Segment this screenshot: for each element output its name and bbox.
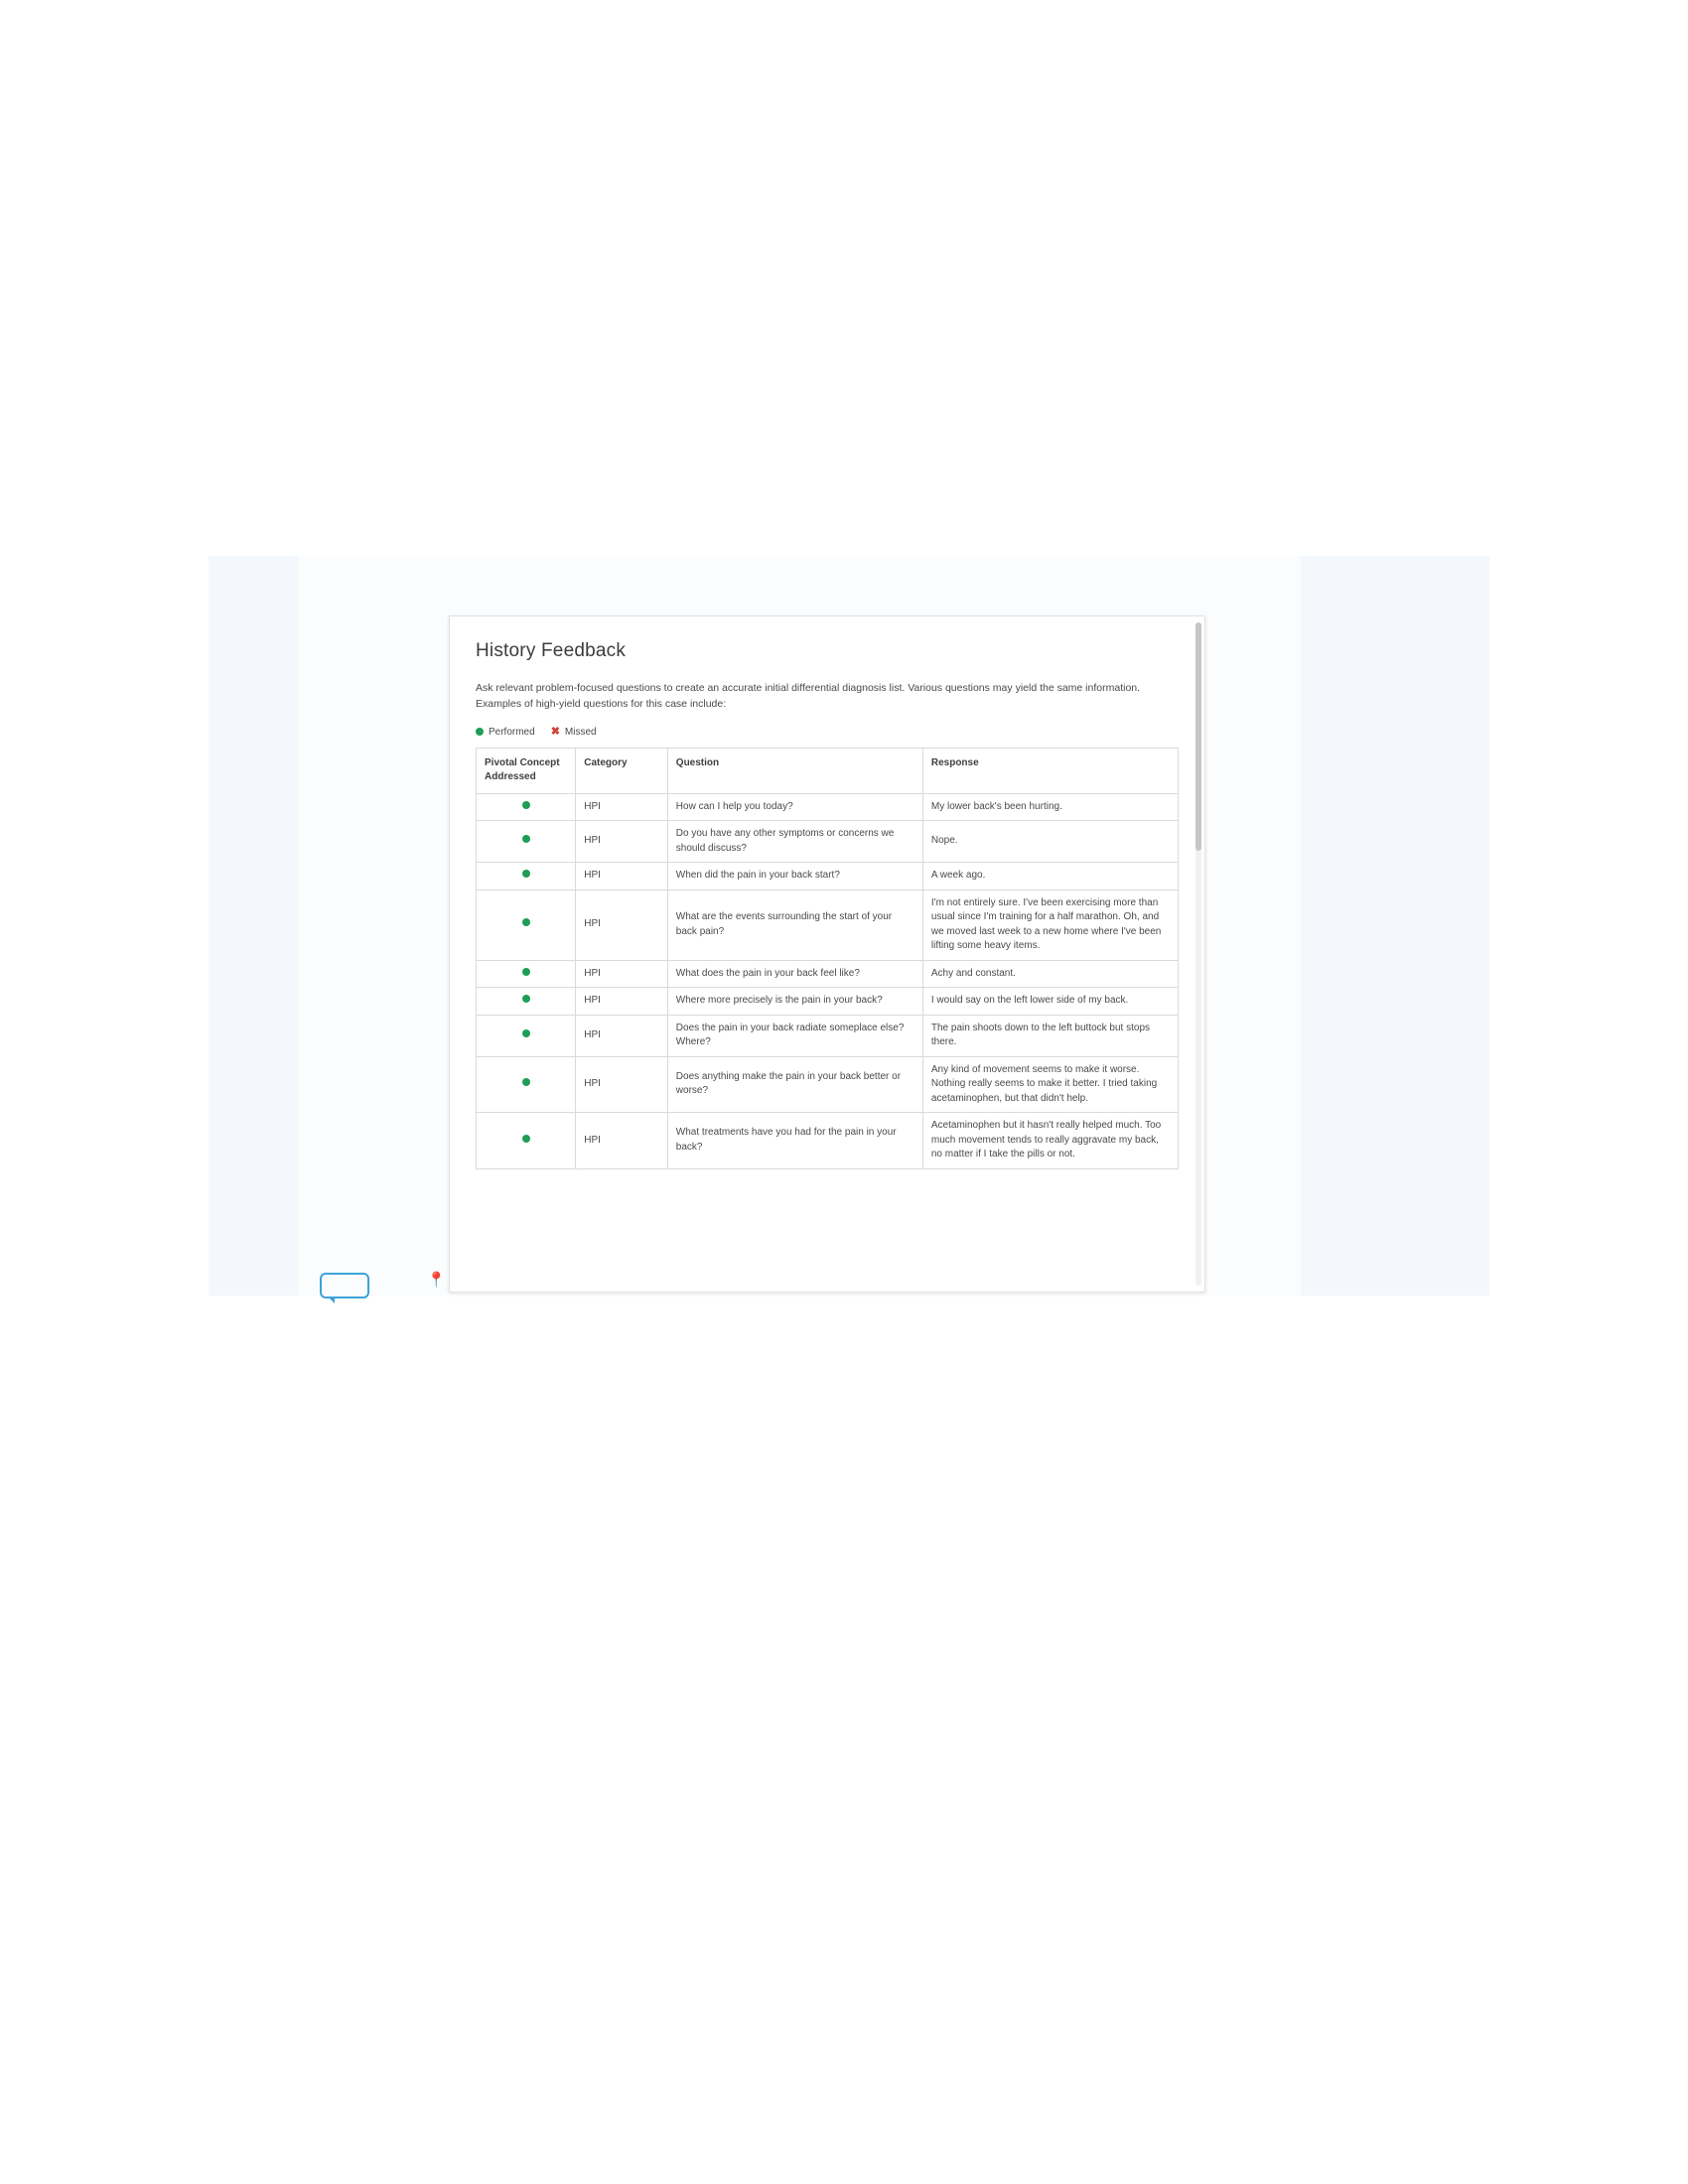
- question-cell: When did the pain in your back start?: [667, 863, 922, 890]
- category-cell: HPI: [576, 960, 668, 988]
- column-header-category: Category: [576, 748, 668, 793]
- question-cell: How can I help you today?: [667, 793, 922, 821]
- category-cell: HPI: [576, 793, 668, 821]
- green-dot-icon: [522, 870, 530, 878]
- table-row: [477, 960, 1179, 988]
- question-cell: Do you have any other symptoms or concerns we should discuss?: [667, 821, 922, 863]
- table-row: [477, 1056, 1179, 1113]
- category-cell: HPI: [576, 889, 668, 960]
- response-cell: Acetaminophen but it hasn't really helped much. Too much movement tends to really aggravate my back, no matter if I take the pills or not.: [922, 1113, 1178, 1169]
- table-row: [477, 889, 1179, 960]
- pivotal-concept-status: [477, 821, 576, 863]
- red-x-icon: ✖: [550, 725, 560, 738]
- category-cell: HPI: [576, 821, 668, 863]
- intro-text: Ask relevant problem-focused questions to create an accurate initial differential diagnosis list. Various questions may yield the same information. Examples of high-yield questions for this case include:: [476, 682, 1141, 711]
- table-row: [477, 793, 1179, 821]
- table-row: [477, 988, 1179, 1016]
- response-cell: I would say on the left lower side of my back.: [922, 988, 1178, 1016]
- response-cell: Achy and constant.: [922, 960, 1178, 988]
- green-dot-icon: [522, 968, 530, 976]
- green-dot-icon: [522, 918, 530, 926]
- response-cell: Any kind of movement seems to make it worse. Nothing really seems to make it better. I tried taking acetaminophen, but that didn't help.: [922, 1056, 1178, 1113]
- category-cell: HPI: [576, 863, 668, 890]
- legend-item-performed: [476, 727, 535, 738]
- column-header-response: Response: [922, 748, 1178, 793]
- pin-icon[interactable]: 📍: [427, 1272, 446, 1289]
- chat-bubble-icon[interactable]: [320, 1273, 369, 1298]
- question-cell: What treatments have you had for the pain in your back?: [667, 1113, 922, 1169]
- pivotal-concept-status: [477, 1015, 576, 1056]
- question-cell: Does anything make the pain in your back better or worse?: [667, 1056, 922, 1113]
- response-cell: A week ago.: [922, 863, 1178, 890]
- pivotal-concept-status: [477, 960, 576, 988]
- table-row: [477, 821, 1179, 863]
- column-header-pivotal-concept: Pivotal Concept Addressed: [477, 748, 576, 793]
- dialog-content: [450, 616, 1204, 1169]
- green-dot-icon: [522, 801, 530, 809]
- green-dot-icon: [522, 835, 530, 843]
- legend: [476, 727, 1179, 738]
- table-header: [477, 748, 1179, 793]
- question-cell: What does the pain in your back feel like?: [667, 960, 922, 988]
- category-cell: HPI: [576, 1056, 668, 1113]
- response-cell: My lower back's been hurting.: [922, 793, 1178, 821]
- green-dot-icon: [522, 1029, 530, 1037]
- category-cell: HPI: [576, 1113, 668, 1169]
- page-title: History Feedback: [476, 640, 627, 661]
- legend-item-missed: [551, 727, 597, 738]
- legend-label-missed: Missed: [564, 726, 597, 738]
- green-dot-icon: [522, 1078, 530, 1086]
- table-row: [477, 1015, 1179, 1056]
- response-cell: I'm not entirely sure. I've been exercising more than usual since I'm training for a half marathon. Oh, and we moved last week to a new home where I've been lifting some heavy items.: [922, 889, 1178, 960]
- pivotal-concept-status: [477, 1056, 576, 1113]
- column-header-question: Question: [667, 748, 922, 793]
- green-dot-icon: [522, 995, 530, 1003]
- pivotal-concept-status: [477, 793, 576, 821]
- legend-label-performed: Performed: [489, 726, 535, 738]
- green-dot-icon: [522, 1135, 530, 1143]
- table-body: [477, 793, 1179, 1168]
- table-header-row: [477, 748, 1179, 793]
- question-cell: Does the pain in your back radiate someplace else? Where?: [667, 1015, 922, 1056]
- response-cell: Nope.: [922, 821, 1178, 863]
- dialog-scrollbar-thumb[interactable]: [1196, 622, 1201, 851]
- question-cell: Where more precisely is the pain in your back?: [667, 988, 922, 1016]
- history-feedback-dialog: [449, 615, 1205, 1293]
- response-cell: The pain shoots down to the left buttock but stops there.: [922, 1015, 1178, 1056]
- green-dot-icon: [476, 728, 484, 736]
- category-cell: HPI: [576, 988, 668, 1016]
- question-cell: What are the events surrounding the start of your back pain?: [667, 889, 922, 960]
- table-row: [477, 1113, 1179, 1169]
- pivotal-concept-status: [477, 889, 576, 960]
- pivotal-concept-status: [477, 1113, 576, 1169]
- pivotal-concept-status: [477, 988, 576, 1016]
- pivotal-concept-status: [477, 863, 576, 890]
- category-cell: HPI: [576, 1015, 668, 1056]
- table-row: [477, 863, 1179, 890]
- history-feedback-table: [476, 748, 1179, 1169]
